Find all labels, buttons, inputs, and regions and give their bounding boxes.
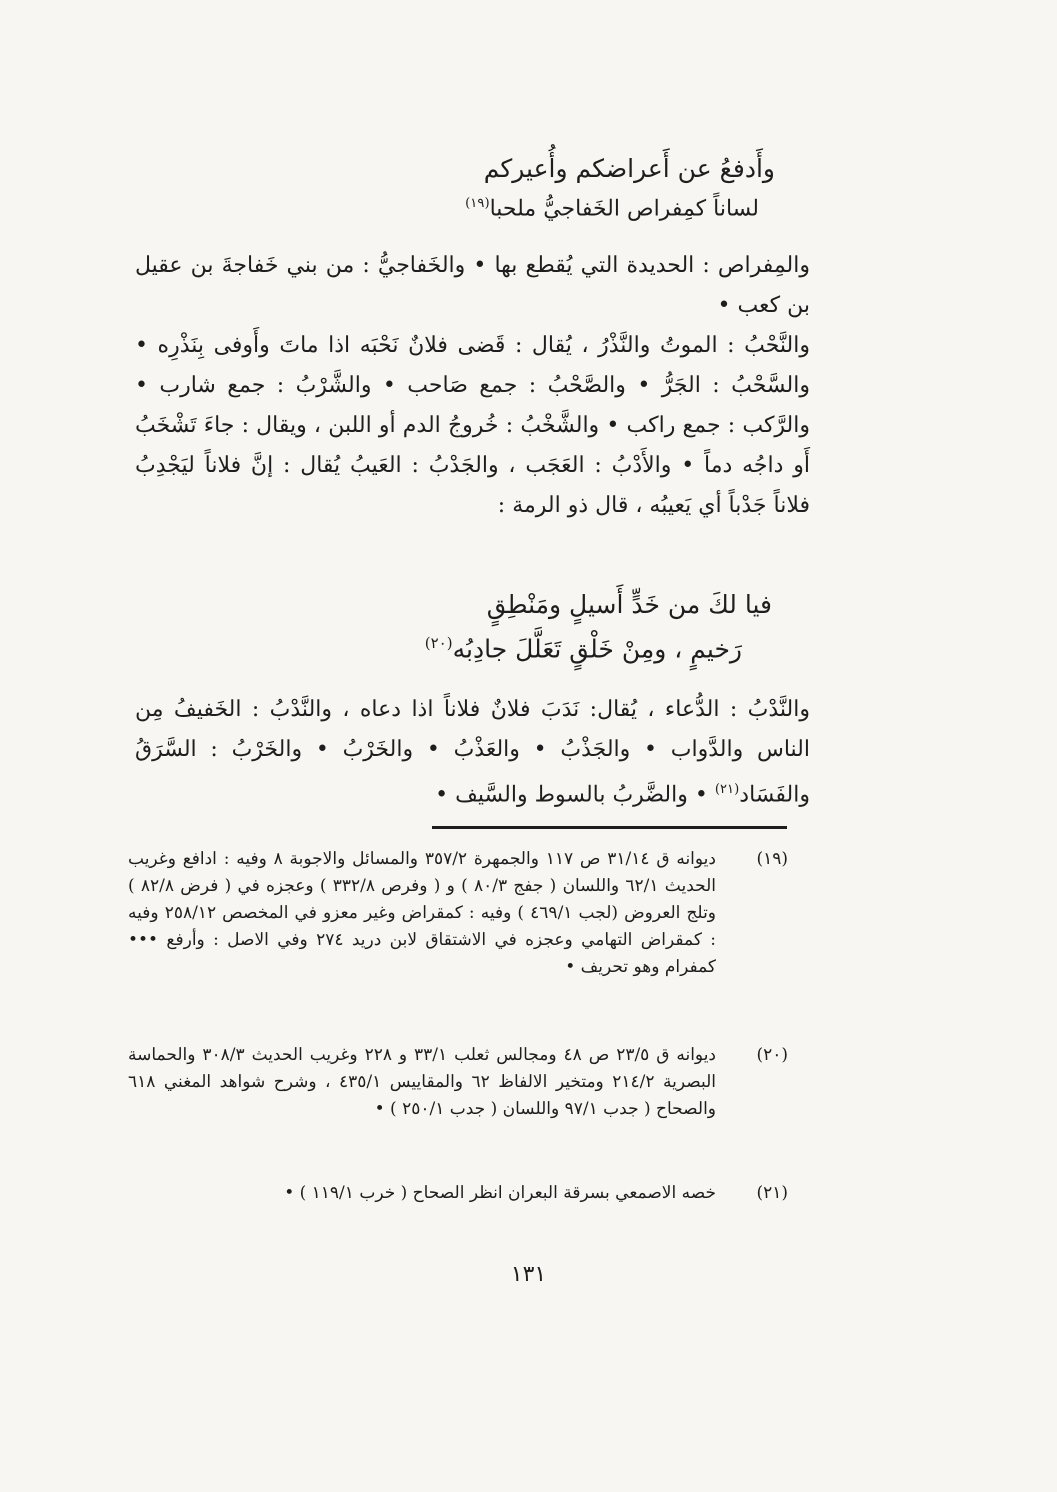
verse-text: فيا لكَ من خَدٍّ أَسيلٍ ومَنْطِقٍ: [486, 590, 772, 619]
verse-1-line-2: [465, 196, 759, 221]
paragraph-3: [135, 690, 810, 815]
verse-2-line-1: [487, 590, 772, 619]
footnote-text: خصه الاصمعي بسرقة البعران انظر الصحاح ( خرب ١١٩/١ ) •: [284, 1183, 716, 1203]
paragraph-2: والنَّحْبُ : الموتُ والنَّذْرُ ، يُقال : قَضى فلانٌ نَحْبَه اذا ماتَ وأَوفى بِنَذْرِه • والسَّحْبُ : الجَرُّ • والصَّحْبُ : جمع صَاحب • والشَّرْبُ : جمع شارب • والرَّكب : جمع راكب • والشَّخْبُ : خُروجُ الدم أو اللبن ، ويقال : جاءَ تَشْخَبُ أَو داجُه دماً • والأَدْبُ : العَجَب ، والجَدْبُ : العَيبُ يُقال : إنَّ فلاناً ليَجْدِبُ فلاناً جَدْباً أي يَعيبُه ، قال ذو الرمة :: [135, 333, 810, 518]
footnote-19: [128, 846, 788, 981]
verse-2-line-2: [425, 634, 742, 663]
paragraph-1: والمِفراص : الحديدة التي يُقطع بها • والخَفاجيُّ : من بني خَفاجةَ بن عقيل بن كعب •: [135, 253, 810, 318]
paragraph-3-text: والنَّدْبُ : الدُّعاء ، يُقال: نَدَبَ فلانٌ فلاناً اذا دعاه ، والنَّدْبُ : الخَفيفُ مِن الناس والدَّواب • والجَذْبُ • والعَذْبُ • والخَرْبُ • والخَرْبُ : السَّرَقُ والفَسَاد: [135, 697, 810, 808]
verse-text: وأَدفعُ عن أَعراضكم وأُعيركم: [483, 154, 775, 183]
footnote-ref-19: (١٩): [465, 196, 490, 211]
verse-text: رَخيمٍ ، ومِنْ خَلْقٍ تَعَلَّلَ جادِبُه: [452, 634, 742, 664]
footnote-20: [128, 1042, 788, 1123]
footnote-number: (٢١): [756, 1183, 788, 1203]
footnote-number: (٢٠): [756, 1045, 788, 1065]
footnote-ref-21: (٢١): [714, 782, 740, 797]
verse-text: لساناً كمِفراص الخَفاجيُّ ملحبا: [489, 196, 759, 222]
footnote-text: ديوانه ق ٣١/١٤ ص ١١٧ والجمهرة ٣٥٧/٢ والمسائل والاجوبة ٨ وفيه : ادافع وغريب الحديث ٦٢/١ واللسان ( جفج ٨٠/٣ ) و ( وفرص ٣٣٢/٨ ) وعجزه في ( فرض ٨٢/٨ ) وتلج العروض (لجب ٤٦٩/١ ) وفيه : كمقراض وغير معزو في المخصص ٢٥٨/١٢ وفيه : كمقراض التهامي وعجزه في الاشتقاق لابن دريد ٢٧٤ وفي الاصل : وأرفع ••• كمفرام وهو تحريف •: [128, 849, 717, 977]
footnote-21: [128, 1180, 788, 1207]
paragraph-3-text-end: • والضَّربُ بالسوط والسَّيف •: [435, 782, 708, 808]
footnote-text: ديوانه ق ٢٣/٥ ص ٤٨ ومجالس ثعلب ٣٣/١ و ٢٢٨ وغريب الحديث ٣٠٨/٣ والحماسة البصرية ٢١٤/٢ ومتخير الالفاظ ٦٢ والمقاييس ٤٣٥/١ ، وشرح شواهد المغني ٦١٨ والصحاح ( جدب ٩٧/١ واللسان ( جدب ٢٥٠/١ ) •: [128, 1045, 717, 1119]
verse-1-line-1: [484, 154, 775, 183]
page-number: ١٣١: [510, 1262, 547, 1287]
footnote-separator: [432, 826, 787, 829]
footnote-number: (١٩): [756, 849, 788, 869]
footnote-ref-20: (٢٠): [424, 634, 453, 652]
